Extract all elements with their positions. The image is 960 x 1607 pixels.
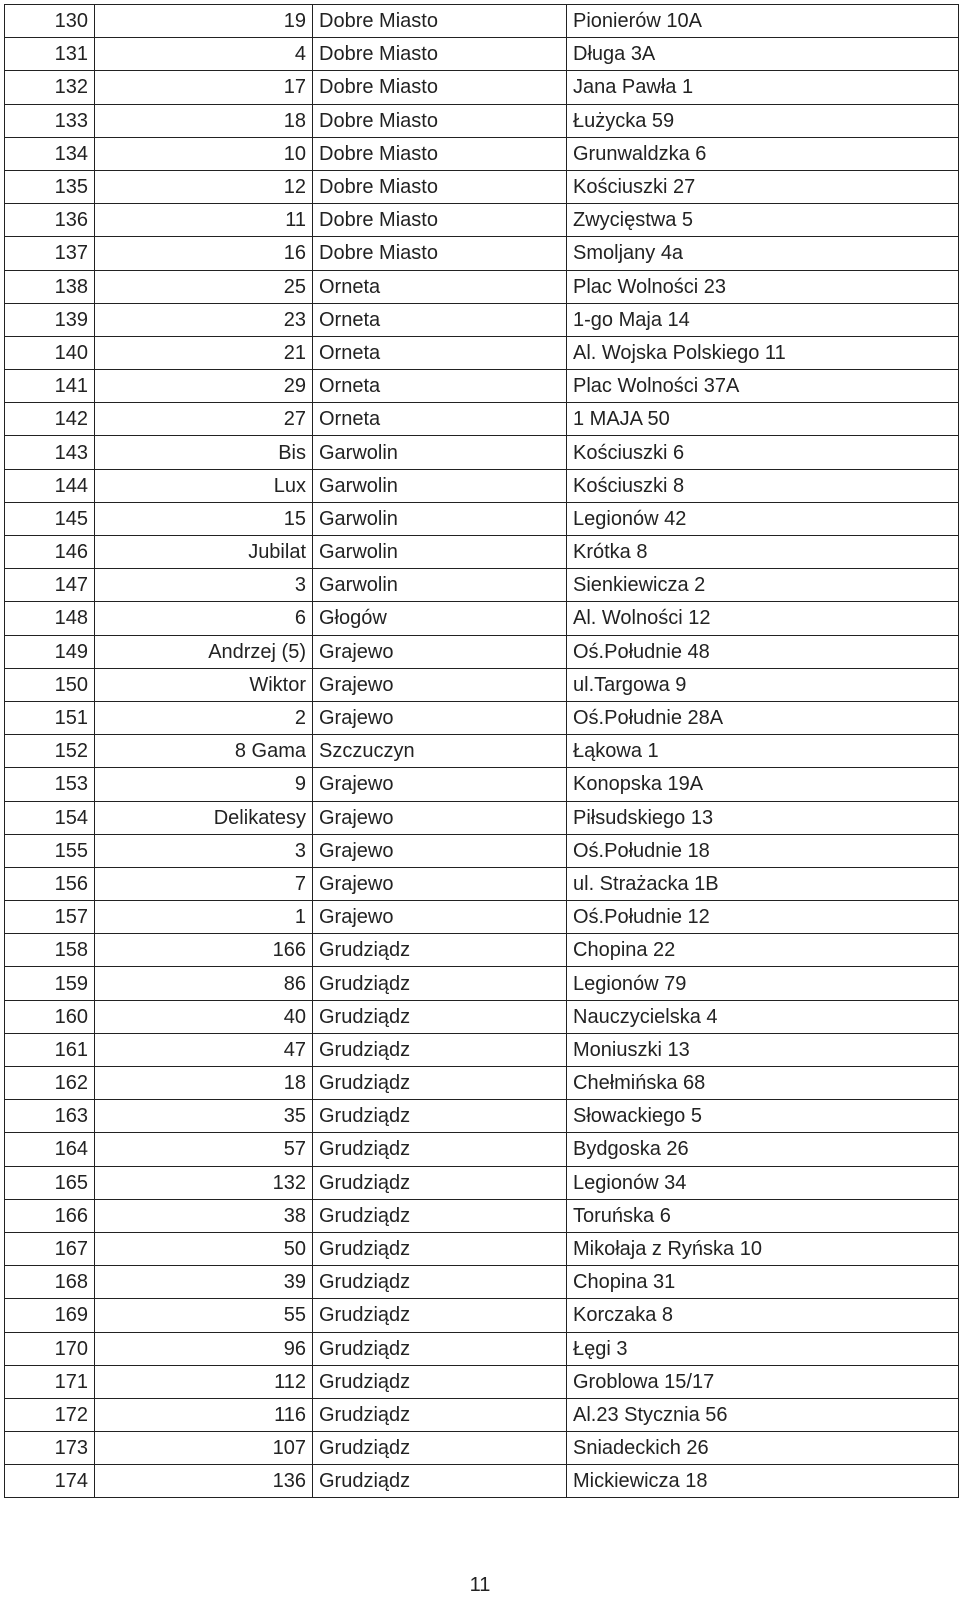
store-id-cell: Delikatesy (95, 801, 313, 834)
table-row (5, 204, 959, 237)
table-row (5, 1000, 959, 1033)
store-id-cell: 96 (95, 1332, 313, 1365)
address-cell: Moniuszki 13 (567, 1033, 959, 1066)
address-cell: Sniadeckich 26 (567, 1432, 959, 1465)
store-id-cell: 57 (95, 1133, 313, 1166)
store-id-cell: 6 (95, 602, 313, 635)
city-cell: Grudziądz (313, 1465, 567, 1498)
row-number-cell: 167 (5, 1232, 95, 1265)
address-cell: Korczaka 8 (567, 1299, 959, 1332)
city-cell: Głogów (313, 602, 567, 635)
table-row (5, 237, 959, 270)
row-number-cell: 162 (5, 1067, 95, 1100)
table-row (5, 1465, 959, 1498)
table-row (5, 1266, 959, 1299)
row-number-cell: 161 (5, 1033, 95, 1066)
city-cell: Grajewo (313, 801, 567, 834)
address-cell: Plac Wolności 23 (567, 270, 959, 303)
store-id-cell: 12 (95, 170, 313, 203)
row-number-cell: 150 (5, 668, 95, 701)
table-row (5, 1033, 959, 1066)
row-number-cell: 130 (5, 5, 95, 38)
address-cell: Plac Wolności 37A (567, 370, 959, 403)
row-number-cell: 169 (5, 1299, 95, 1332)
row-number-cell: 147 (5, 569, 95, 602)
city-cell: Grudziądz (313, 1000, 567, 1033)
city-cell: Dobre Miasto (313, 38, 567, 71)
city-cell: Grajewo (313, 635, 567, 668)
address-cell: Długa 3A (567, 38, 959, 71)
address-cell: Al.23 Stycznia 56 (567, 1398, 959, 1431)
row-number-cell: 138 (5, 270, 95, 303)
store-id-cell: 39 (95, 1266, 313, 1299)
table-row (5, 635, 959, 668)
store-id-cell: 136 (95, 1465, 313, 1498)
store-id-cell: 3 (95, 569, 313, 602)
row-number-cell: 142 (5, 403, 95, 436)
store-id-cell: 40 (95, 1000, 313, 1033)
city-cell: Garwolin (313, 502, 567, 535)
row-number-cell: 157 (5, 901, 95, 934)
table-row (5, 701, 959, 734)
row-number-cell: 134 (5, 137, 95, 170)
address-cell: Toruńska 6 (567, 1199, 959, 1232)
table-row (5, 436, 959, 469)
table-row (5, 768, 959, 801)
city-cell: Grudziądz (313, 1199, 567, 1232)
table-row (5, 1199, 959, 1232)
table-row (5, 967, 959, 1000)
table-row (5, 1299, 959, 1332)
table-row (5, 1398, 959, 1431)
city-cell: Grajewo (313, 768, 567, 801)
city-cell: Grudziądz (313, 1033, 567, 1066)
city-cell: Garwolin (313, 569, 567, 602)
address-cell: ul. Strażacka 1B (567, 867, 959, 900)
store-id-cell: Wiktor (95, 668, 313, 701)
row-number-cell: 149 (5, 635, 95, 668)
address-cell: 1-go Maja 14 (567, 303, 959, 336)
city-cell: Garwolin (313, 436, 567, 469)
table-row (5, 1100, 959, 1133)
city-cell: Dobre Miasto (313, 204, 567, 237)
table-row (5, 1133, 959, 1166)
city-cell: Grudziądz (313, 1067, 567, 1100)
store-id-cell: 27 (95, 403, 313, 436)
address-cell: Oś.Południe 28A (567, 701, 959, 734)
address-cell: Legionów 79 (567, 967, 959, 1000)
row-number-cell: 174 (5, 1465, 95, 1498)
city-cell: Dobre Miasto (313, 170, 567, 203)
row-number-cell: 159 (5, 967, 95, 1000)
store-id-cell: 132 (95, 1166, 313, 1199)
city-cell: Orneta (313, 336, 567, 369)
table-row (5, 170, 959, 203)
address-cell: Kościuszki 27 (567, 170, 959, 203)
table-row (5, 336, 959, 369)
address-cell: Smoljany 4a (567, 237, 959, 270)
city-cell: Garwolin (313, 536, 567, 569)
store-id-cell: 19 (95, 5, 313, 38)
store-id-cell: 3 (95, 834, 313, 867)
store-list-body (5, 5, 959, 1498)
store-id-cell: 55 (95, 1299, 313, 1332)
store-id-cell: 10 (95, 137, 313, 170)
table-row (5, 469, 959, 502)
store-id-cell: 15 (95, 502, 313, 535)
city-cell: Grudziądz (313, 1332, 567, 1365)
row-number-cell: 153 (5, 768, 95, 801)
address-cell: Mickiewicza 18 (567, 1465, 959, 1498)
address-cell: Sienkiewicza 2 (567, 569, 959, 602)
row-number-cell: 136 (5, 204, 95, 237)
row-number-cell: 164 (5, 1133, 95, 1166)
store-id-cell: 116 (95, 1398, 313, 1431)
store-id-cell: 16 (95, 237, 313, 270)
row-number-cell: 151 (5, 701, 95, 734)
row-number-cell: 140 (5, 336, 95, 369)
store-id-cell: 7 (95, 867, 313, 900)
store-id-cell: 23 (95, 303, 313, 336)
store-id-cell: 21 (95, 336, 313, 369)
city-cell: Grudziądz (313, 1432, 567, 1465)
row-number-cell: 133 (5, 104, 95, 137)
store-id-cell: Bis (95, 436, 313, 469)
table-row (5, 1365, 959, 1398)
store-id-cell: 18 (95, 1067, 313, 1100)
table-row (5, 370, 959, 403)
store-list-table (4, 4, 959, 1498)
address-cell: Oś.Południe 48 (567, 635, 959, 668)
address-cell: Groblowa 15/17 (567, 1365, 959, 1398)
city-cell: Grajewo (313, 901, 567, 934)
address-cell: Oś.Południe 18 (567, 834, 959, 867)
row-number-cell: 172 (5, 1398, 95, 1431)
city-cell: Grajewo (313, 668, 567, 701)
table-row (5, 502, 959, 535)
table-row (5, 5, 959, 38)
table-row (5, 801, 959, 834)
row-number-cell: 137 (5, 237, 95, 270)
address-cell: Bydgoska 26 (567, 1133, 959, 1166)
city-cell: Grudziądz (313, 1398, 567, 1431)
city-cell: Grudziądz (313, 1299, 567, 1332)
table-row (5, 270, 959, 303)
table-row (5, 38, 959, 71)
store-id-cell: 9 (95, 768, 313, 801)
row-number-cell: 166 (5, 1199, 95, 1232)
city-cell: Dobre Miasto (313, 104, 567, 137)
address-cell: ul.Targowa 9 (567, 668, 959, 701)
city-cell: Dobre Miasto (313, 5, 567, 38)
row-number-cell: 131 (5, 38, 95, 71)
address-cell: Zwycięstwa 5 (567, 204, 959, 237)
table-row (5, 1232, 959, 1265)
store-id-cell: 166 (95, 934, 313, 967)
row-number-cell: 158 (5, 934, 95, 967)
address-cell: Al. Wolności 12 (567, 602, 959, 635)
table-row (5, 934, 959, 967)
row-number-cell: 173 (5, 1432, 95, 1465)
store-id-cell: 29 (95, 370, 313, 403)
city-cell: Grudziądz (313, 1365, 567, 1398)
table-row (5, 1432, 959, 1465)
address-cell: Legionów 34 (567, 1166, 959, 1199)
store-id-cell: 1 (95, 901, 313, 934)
city-cell: Garwolin (313, 469, 567, 502)
store-id-cell: 38 (95, 1199, 313, 1232)
row-number-cell: 145 (5, 502, 95, 535)
row-number-cell: 155 (5, 834, 95, 867)
address-cell: Konopska 19A (567, 768, 959, 801)
row-number-cell: 135 (5, 170, 95, 203)
table-row (5, 303, 959, 336)
row-number-cell: 139 (5, 303, 95, 336)
address-cell: Oś.Południe 12 (567, 901, 959, 934)
address-cell: Jana Pawła 1 (567, 71, 959, 104)
table-row (5, 901, 959, 934)
table-row (5, 867, 959, 900)
table-row (5, 602, 959, 635)
row-number-cell: 165 (5, 1166, 95, 1199)
store-id-cell: 11 (95, 204, 313, 237)
row-number-cell: 143 (5, 436, 95, 469)
address-cell: Chełmińska 68 (567, 1067, 959, 1100)
address-cell: Chopina 22 (567, 934, 959, 967)
table-row (5, 536, 959, 569)
address-cell: Pionierów 10A (567, 5, 959, 38)
table-row (5, 137, 959, 170)
store-id-cell: Lux (95, 469, 313, 502)
page-number: 11 (469, 1574, 491, 1596)
address-cell: Chopina 31 (567, 1266, 959, 1299)
address-cell: Kościuszki 8 (567, 469, 959, 502)
store-id-cell: 47 (95, 1033, 313, 1066)
store-id-cell: 2 (95, 701, 313, 734)
row-number-cell: 168 (5, 1266, 95, 1299)
table-row (5, 1166, 959, 1199)
store-id-cell: 35 (95, 1100, 313, 1133)
address-cell: Kościuszki 6 (567, 436, 959, 469)
row-number-cell: 146 (5, 536, 95, 569)
row-number-cell: 171 (5, 1365, 95, 1398)
store-id-cell: 8 Gama (95, 735, 313, 768)
store-id-cell: 17 (95, 71, 313, 104)
city-cell: Orneta (313, 303, 567, 336)
table-row (5, 1067, 959, 1100)
address-cell: Krótka 8 (567, 536, 959, 569)
store-id-cell: 4 (95, 38, 313, 71)
address-cell: Al. Wojska Polskiego 11 (567, 336, 959, 369)
city-cell: Dobre Miasto (313, 137, 567, 170)
row-number-cell: 148 (5, 602, 95, 635)
city-cell: Szczuczyn (313, 735, 567, 768)
address-cell: Piłsudskiego 13 (567, 801, 959, 834)
table-row (5, 71, 959, 104)
address-cell: Grunwaldzka 6 (567, 137, 959, 170)
city-cell: Orneta (313, 270, 567, 303)
row-number-cell: 163 (5, 1100, 95, 1133)
city-cell: Orneta (313, 370, 567, 403)
table-row (5, 668, 959, 701)
row-number-cell: 154 (5, 801, 95, 834)
table-row (5, 1332, 959, 1365)
store-id-cell: Andrzej (5) (95, 635, 313, 668)
table-row (5, 569, 959, 602)
table-row (5, 104, 959, 137)
city-cell: Dobre Miasto (313, 71, 567, 104)
city-cell: Orneta (313, 403, 567, 436)
table-row (5, 735, 959, 768)
city-cell: Grajewo (313, 701, 567, 734)
row-number-cell: 160 (5, 1000, 95, 1033)
row-number-cell: 156 (5, 867, 95, 900)
row-number-cell: 141 (5, 370, 95, 403)
address-cell: Legionów 42 (567, 502, 959, 535)
address-cell: Łużycka 59 (567, 104, 959, 137)
city-cell: Grudziądz (313, 1133, 567, 1166)
address-cell: Mikołaja z Ryńska 10 (567, 1232, 959, 1265)
store-id-cell: Jubilat (95, 536, 313, 569)
city-cell: Grajewo (313, 867, 567, 900)
row-number-cell: 152 (5, 735, 95, 768)
city-cell: Grudziądz (313, 1232, 567, 1265)
city-cell: Grudziądz (313, 934, 567, 967)
table-row (5, 834, 959, 867)
address-cell: Łęgi 3 (567, 1332, 959, 1365)
address-cell: Nauczycielska 4 (567, 1000, 959, 1033)
store-id-cell: 50 (95, 1232, 313, 1265)
city-cell: Grudziądz (313, 1100, 567, 1133)
city-cell: Grudziądz (313, 1266, 567, 1299)
store-id-cell: 18 (95, 104, 313, 137)
row-number-cell: 170 (5, 1332, 95, 1365)
table-row (5, 403, 959, 436)
city-cell: Grudziądz (313, 967, 567, 1000)
store-id-cell: 86 (95, 967, 313, 1000)
address-cell: Słowackiego 5 (567, 1100, 959, 1133)
address-cell: Łąkowa 1 (567, 735, 959, 768)
store-id-cell: 107 (95, 1432, 313, 1465)
city-cell: Grajewo (313, 834, 567, 867)
row-number-cell: 144 (5, 469, 95, 502)
address-cell: 1 MAJA 50 (567, 403, 959, 436)
store-id-cell: 25 (95, 270, 313, 303)
store-id-cell: 112 (95, 1365, 313, 1398)
city-cell: Dobre Miasto (313, 237, 567, 270)
city-cell: Grudziądz (313, 1166, 567, 1199)
row-number-cell: 132 (5, 71, 95, 104)
